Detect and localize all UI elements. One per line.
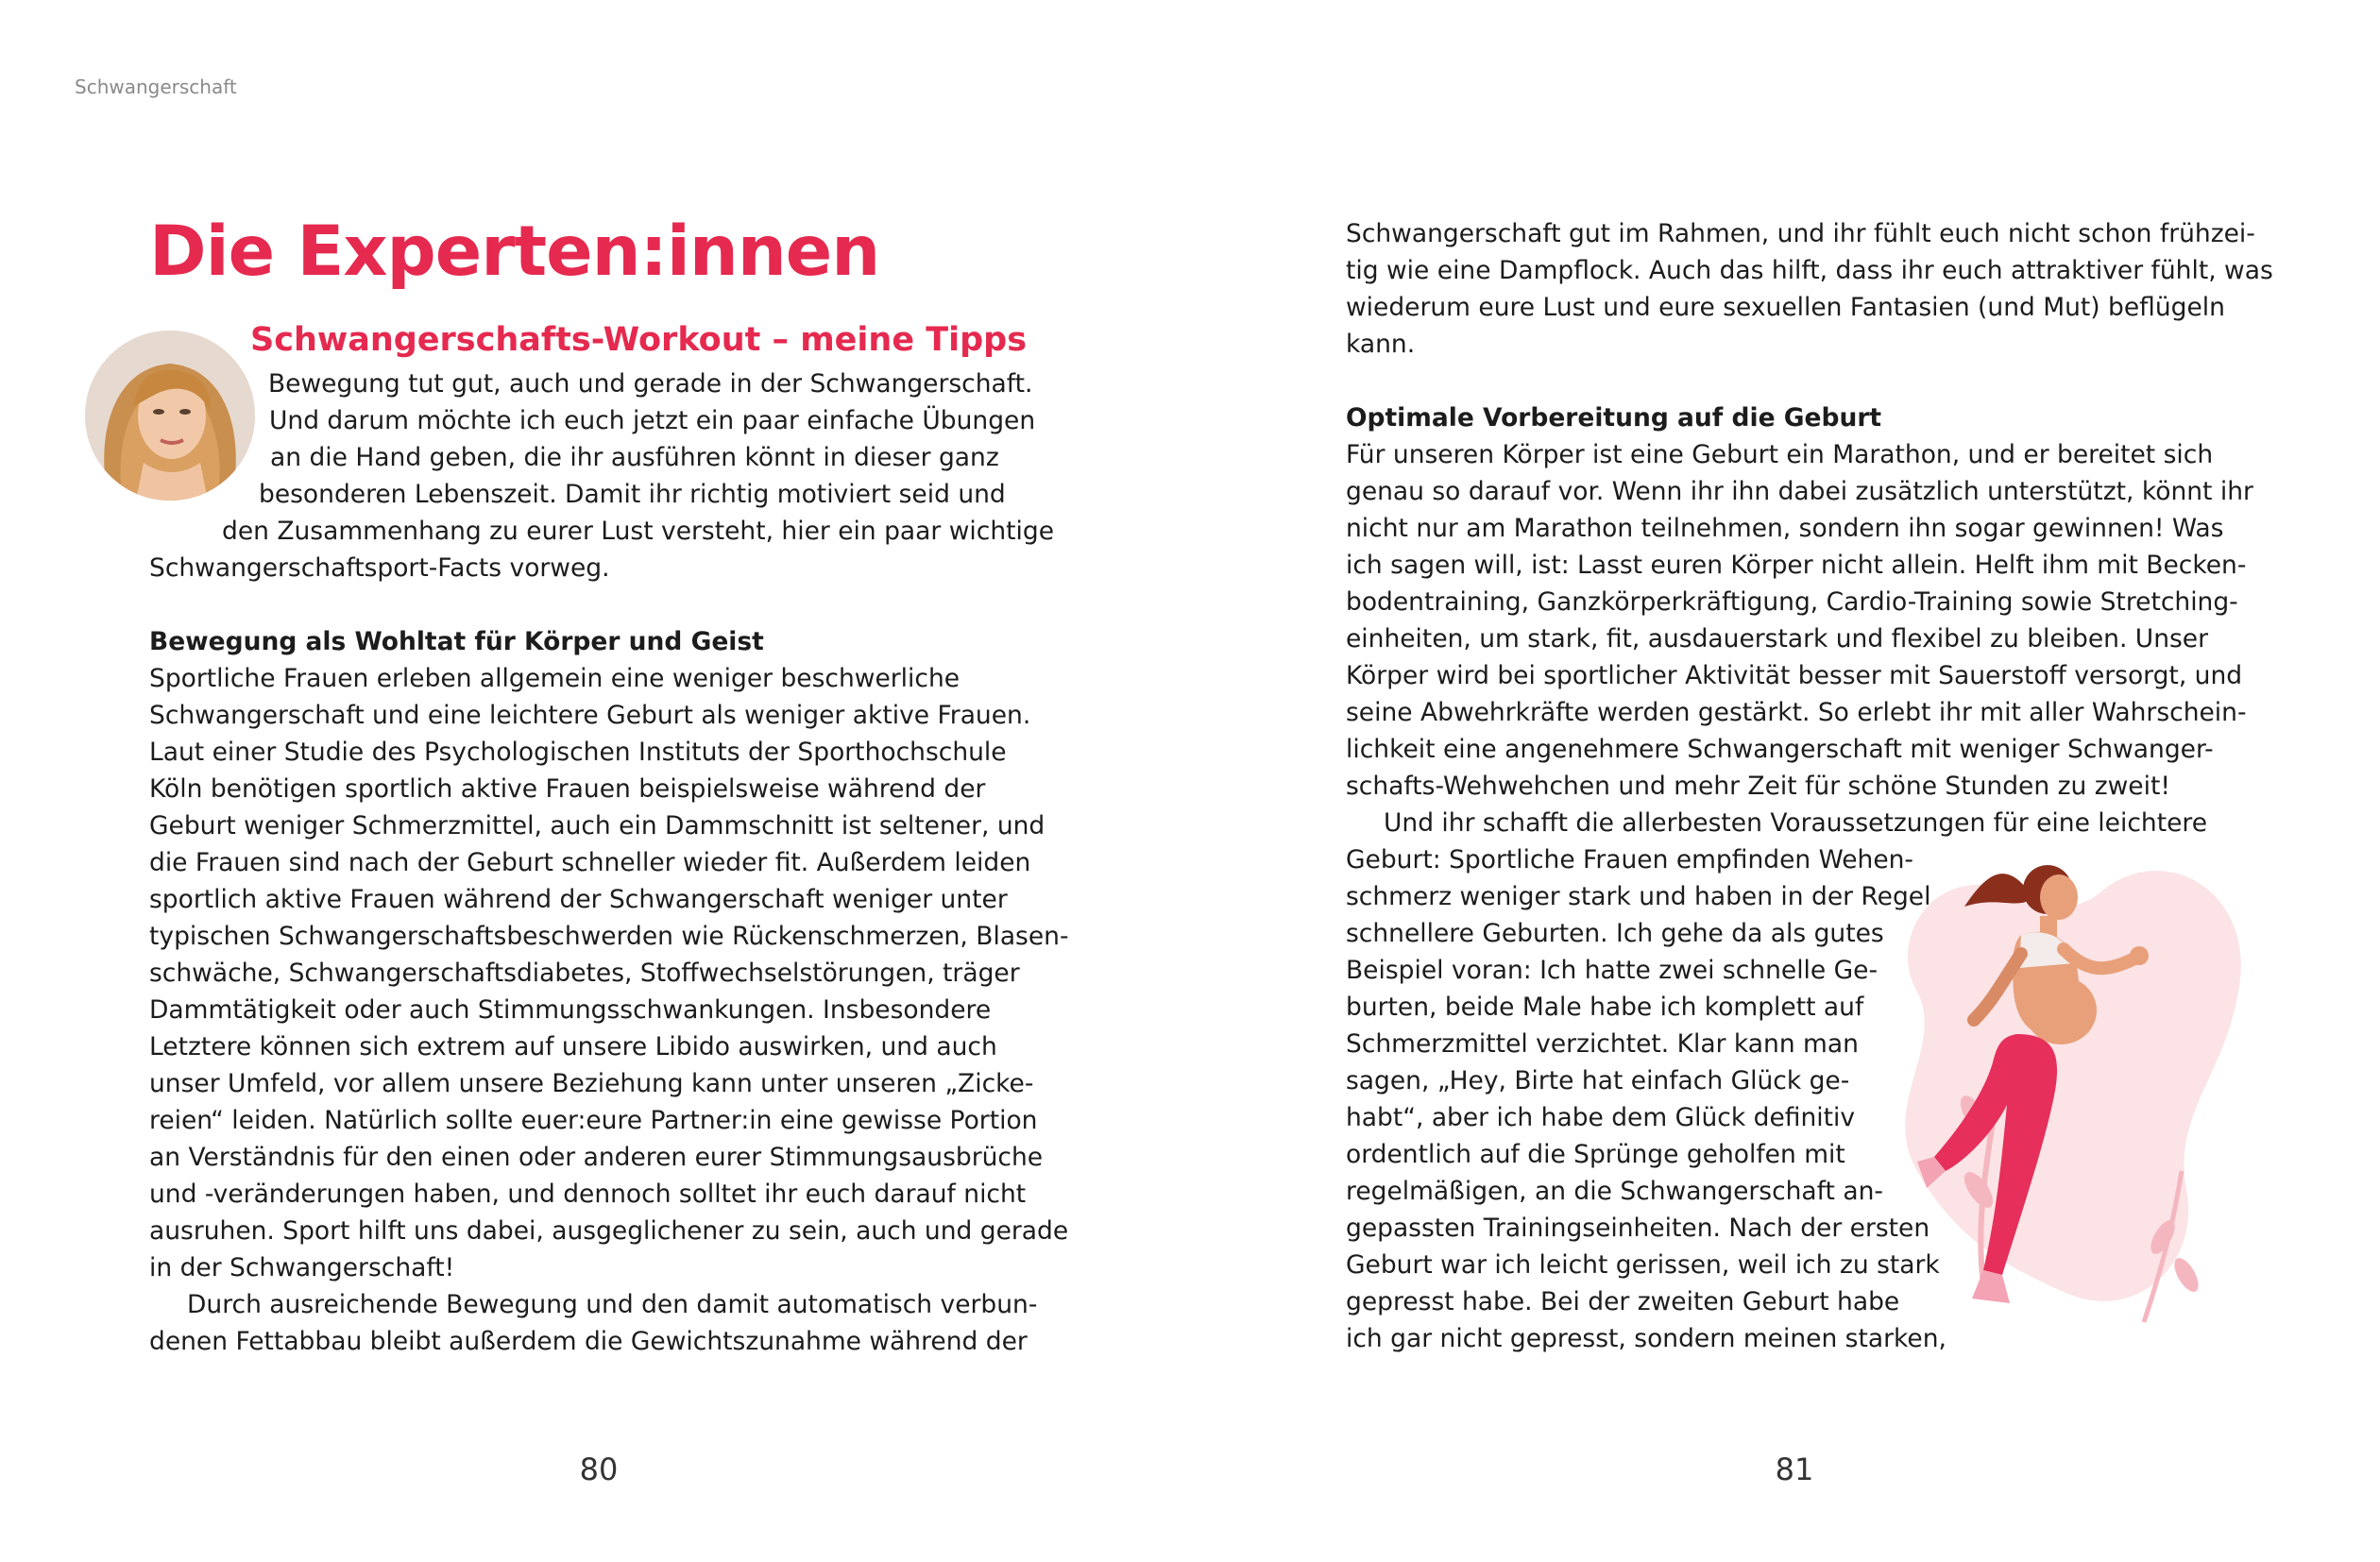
body-line: gepassten Trainingseinheiten. Nach der ersten bbox=[1346, 1214, 1930, 1243]
body-line: sagen, „Hey, Birte hat einfach Glück ge- bbox=[1346, 1066, 1850, 1095]
body-line: Laut einer Studie des Psychologischen Instituts der Sporthochschule bbox=[149, 738, 1007, 767]
body-line: Beispiel voran: Ich hatte zwei schnelle Ge- bbox=[1346, 956, 1878, 985]
intro-paragraph bbox=[149, 365, 1069, 586]
body-line: Geburt weniger Schmerzmittel, auch ein Dammschnitt ist seltener, und bbox=[149, 811, 1046, 840]
body-line: unser Umfeld, vor allem unsere Beziehung kann unter unseren „Zicke- bbox=[149, 1069, 1034, 1098]
body-line: einheiten, um stark, fit, ausdauerstark und flexibel zu bleiben. Unser bbox=[1346, 624, 2209, 654]
running-head: Schwangerschaft bbox=[75, 76, 237, 98]
section-subtitle: Schwangerschafts-Workout – meine Tipps bbox=[250, 321, 1028, 359]
section-heading: Optimale Vorbereitung auf die Geburt bbox=[1346, 403, 1882, 433]
body-line: Durch ausreichende Bewegung und den damit automatisch verbun- bbox=[187, 1290, 1038, 1319]
body-line: seine Abwehrkräfte werden gestärkt. So erlebt ihr mit aller Wahrschein- bbox=[1346, 698, 2247, 727]
page-title: Die Experten:innen bbox=[149, 212, 880, 292]
body-line: typischen Schwangerschaftsbeschwerden wie Rückenschmerzen, Blasen- bbox=[149, 922, 1069, 951]
body-line: Dammtätigkeit oder auch Stimmungsschwankungen. Insbesondere bbox=[149, 995, 992, 1025]
body-line: ich gar nicht gepresst, sondern meinen starken, bbox=[1346, 1324, 1946, 1353]
body-line: ausruhen. Sport hilft uns dabei, ausgeglichener zu sein, auch und gerade bbox=[149, 1216, 1069, 1246]
body-line: schwäche, Schwangerschaftsdiabetes, Stoffwechselstörungen, träger bbox=[149, 959, 1020, 988]
body-line: Und ihr schafft die allerbesten Voraussetzungen für eine leichtere bbox=[1384, 808, 2208, 838]
body-line: gepresst habe. Bei der zweiten Geburt habe bbox=[1346, 1287, 1900, 1316]
body-line: Schwangerschaft und eine leichtere Geburt als weniger aktive Frauen. bbox=[149, 701, 1031, 730]
intro-line: Schwangerschaftsport-Facts vorweg. bbox=[149, 553, 610, 583]
intro-line: Bewegung tut gut, auch und gerade in der Schwangerschaft. bbox=[268, 369, 1033, 399]
body-line: genau so darauf vor. Wenn ihr ihn dabei zusätzlich unterstützt, könnt ihr bbox=[1346, 477, 2253, 506]
paragraph-gap bbox=[149, 586, 1069, 623]
body-line: Schwangerschaft gut im Rahmen, und ihr fühlt euch nicht schon frühzei- bbox=[1346, 219, 2255, 248]
body-line: Sportliche Frauen erleben allgemein eine weniger beschwerliche bbox=[149, 664, 960, 693]
body-line: schmerz weniger stark und haben in der Regel bbox=[1346, 882, 1931, 911]
body-line: schnellere Geburten. Ich gehe da als gutes bbox=[1346, 919, 1884, 948]
body-line: ich sagen will, ist: Lasst euren Körper nicht allein. Helft ihm mit Becken- bbox=[1346, 551, 2247, 580]
section-heading: Bewegung als Wohltat für Körper und Geist bbox=[149, 627, 764, 656]
body-line: wiederum eure Lust und eure sexuellen Fantasien (und Mut) beflügeln bbox=[1346, 293, 2225, 322]
intro-line: Und darum möchte ich euch jetzt ein paar einfache Übungen bbox=[269, 406, 1036, 435]
body-line: die Frauen sind nach der Geburt schneller wieder fit. Außerdem leiden bbox=[149, 848, 1031, 877]
body-line: an Verständnis für den einen oder anderen eurer Stimmungsausbrüche bbox=[149, 1143, 1044, 1172]
body-line: kann. bbox=[1346, 330, 1416, 359]
body-line: Schmerzmittel verzichtet. Klar kann man bbox=[1346, 1029, 1859, 1059]
intro-line: an die Hand geben, die ihr ausführen könnt in dieser ganz bbox=[270, 443, 999, 472]
body-line: Körper wird bei sportlicher Aktivität besser mit Sauerstoff versorgt, und bbox=[1346, 661, 2243, 690]
body-line: reien“ leiden. Natürlich sollte euer:eure Partner:in eine gewisse Portion bbox=[149, 1106, 1038, 1135]
left-body-text bbox=[149, 365, 1069, 1360]
body-line: Geburt war ich leicht gerissen, weil ich zu stark bbox=[1346, 1250, 1940, 1280]
body-line: und -veränderungen haben, und dennoch solltet ihr euch darauf nicht bbox=[149, 1180, 1027, 1209]
body-line: Geburt: Sportliche Frauen empfinden Wehen- bbox=[1346, 845, 1913, 874]
body-line: denen Fettabbau bleibt außerdem die Gewichtszunahme während der bbox=[149, 1327, 1028, 1356]
body-line: Letztere können sich extrem auf unsere Libido auswirken, und auch bbox=[149, 1032, 997, 1061]
body-line: bodentraining, Ganzkörperkräftigung, Cardio-Training sowie Stretching- bbox=[1346, 587, 2238, 617]
paragraph-gap bbox=[1346, 363, 2273, 399]
right-body-text bbox=[1346, 215, 2273, 1357]
body-line: regelmäßigen, an die Schwangerschaft an- bbox=[1346, 1177, 1883, 1206]
body-line: burten, beide Male habe ich komplett auf bbox=[1346, 993, 1864, 1022]
body-line: sportlich aktive Frauen während der Schwangerschaft weniger unter bbox=[149, 885, 1008, 914]
body-line: lichkeit eine angenehmere Schwangerschaft mit weniger Schwanger- bbox=[1346, 735, 2214, 764]
body-line: Köln benötigen sportlich aktive Frauen beispielsweise während der bbox=[149, 774, 986, 804]
body-line: ordentlich auf die Sprünge geholfen mit bbox=[1346, 1140, 1845, 1169]
intro-line: den Zusammenhang zu eurer Lust versteht, hier ein paar wichtige bbox=[222, 517, 1054, 546]
body-line: schafts-Wehwehchen und mehr Zeit für schöne Stunden zu zweit! bbox=[1346, 772, 2170, 801]
body-line: tig wie eine Dampflock. Auch das hilft, dass ihr euch attraktiver fühlt, was bbox=[1346, 256, 2273, 285]
body-line: nicht nur am Marathon teilnehmen, sondern ihn sogar gewinnen! Was bbox=[1346, 514, 2224, 543]
page-number-right: 81 bbox=[1775, 1452, 1814, 1487]
intro-line: besonderen Lebenszeit. Damit ihr richtig motiviert seid und bbox=[259, 480, 1006, 509]
body-line: in der Schwangerschaft! bbox=[149, 1253, 455, 1282]
page-number-left: 80 bbox=[579, 1452, 619, 1487]
body-line: habt“, aber ich habe dem Glück definitiv bbox=[1346, 1103, 1856, 1132]
body-line: Für unseren Körper ist eine Geburt ein Marathon, und er bereitet sich bbox=[1346, 440, 2214, 469]
right-page bbox=[1190, 0, 2380, 1562]
